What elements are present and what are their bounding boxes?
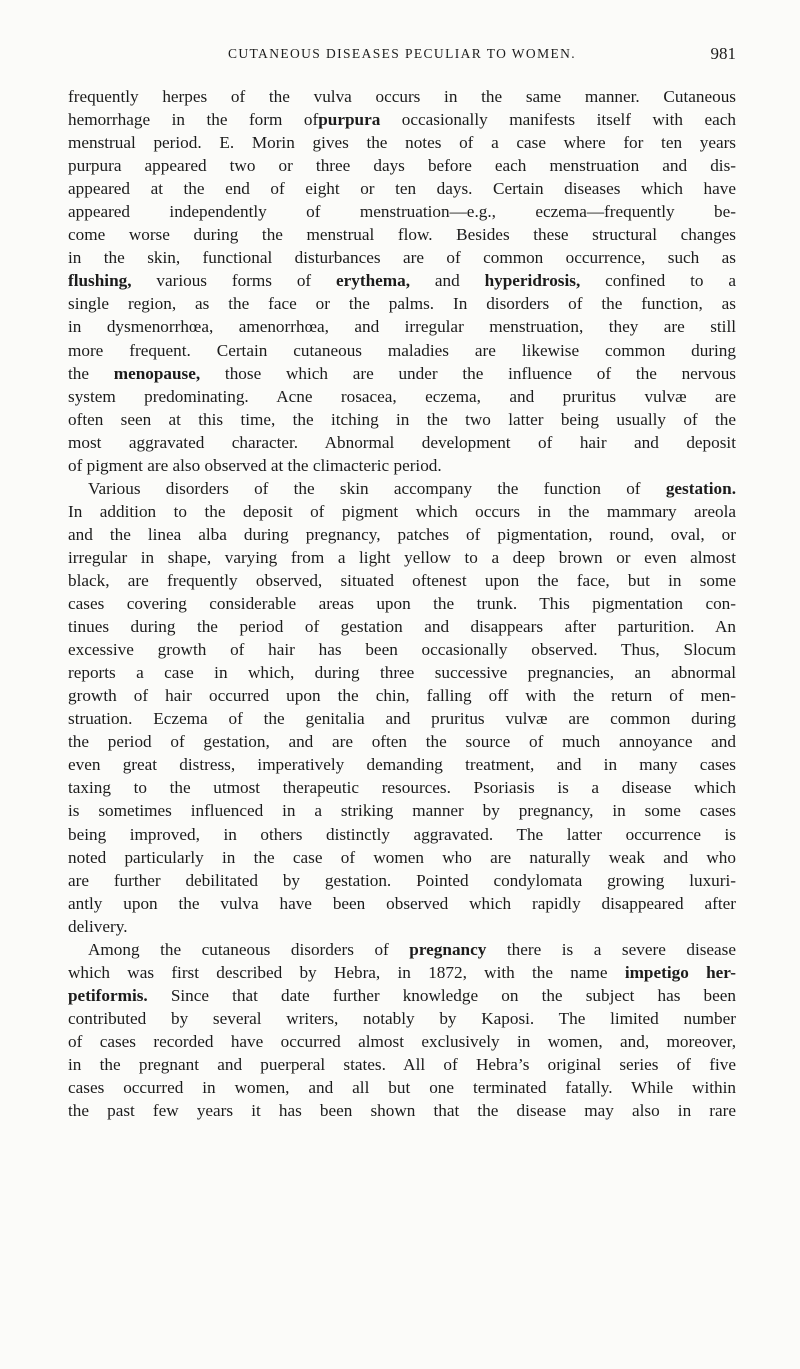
text-line [68, 454, 736, 477]
text-line [68, 938, 736, 961]
text-line [68, 108, 736, 131]
text-run: irregular in shape, varying from a light yellow to a deep brown or even almost [68, 547, 736, 567]
text-line [68, 200, 736, 223]
text-line [68, 1030, 736, 1053]
text-line [68, 753, 736, 776]
text-run: in the skin, functional disturbances are of common occurrence, such as [68, 248, 736, 268]
text-line [68, 408, 736, 431]
text-line [68, 292, 736, 315]
text-line [68, 661, 736, 684]
text-run: delivery. [68, 916, 128, 936]
text-line [68, 523, 736, 546]
text-line [68, 984, 736, 1007]
text-run: reports a case in which, during three successive pregnancies, an abnormal [68, 663, 736, 683]
bold-term: impetigo her- [624, 962, 736, 982]
text-line [68, 915, 736, 938]
bold-term: menopause, [113, 363, 201, 383]
text-run: being improved, in others distinctly aggravated. The latter occurrence is [68, 824, 736, 844]
text-run: struation. Eczema of the genitalia and pruritus vulvæ are common during [68, 709, 736, 729]
text-line [68, 1099, 736, 1122]
text-line [68, 823, 736, 846]
text-line [68, 961, 736, 984]
text-line [68, 776, 736, 799]
text-run: even great distress, imperatively demanding treatment, and in many cases [68, 755, 736, 775]
text-run: are further debilitated by gestation. Pointed condylomata growing luxuri- [68, 870, 736, 890]
bold-term: pregnancy [409, 939, 487, 959]
text-run: occasionally manifests itself with each [380, 110, 736, 130]
text-line [68, 799, 736, 822]
text-run: various forms of [131, 271, 337, 291]
text-run: Among the cutaneous disorders of [88, 939, 410, 959]
text-run: taxing to the utmost therapeutic resources. Psoriasis is a disease which [68, 778, 736, 798]
text-run: is sometimes influenced in a striking manner by pregnancy, in some cases [68, 801, 736, 821]
body-text [68, 85, 736, 1122]
text-line [68, 339, 736, 362]
text-run: growth of hair occurred upon the chin, falling off with the return of men- [68, 686, 736, 706]
text-run: and the linea alba during pregnancy, patches of pigmentation, round, oval, or [68, 524, 736, 544]
text-run: hemorrhage in the form of [68, 110, 319, 130]
text-run: and [410, 271, 485, 291]
text-run: the period of gestation, and are often the source of much annoyance and [68, 732, 736, 752]
text-line [68, 269, 736, 292]
bold-term: gestation. [665, 478, 736, 498]
text-run: in dysmenorrhœa, amenorrhœa, and irregular menstruation, they are still [68, 317, 736, 337]
text-run: black, are frequently observed, situated oftenest upon the face, but in some [68, 570, 736, 590]
bold-term: erythema, [336, 271, 411, 291]
page-header [68, 44, 736, 70]
text-line [68, 154, 736, 177]
text-line [68, 131, 736, 154]
text-line [68, 246, 736, 269]
text-run: Various disorders of the skin accompany the function of [88, 478, 666, 498]
text-run: noted particularly in the case of women who are naturally weak and who [68, 847, 736, 867]
text-run: those which are under the influence of the nervous [200, 363, 736, 383]
text-line [68, 1076, 736, 1099]
text-run: frequently herpes of the vulva occurs in the same manner. Cutaneous [68, 87, 736, 106]
text-line [68, 1053, 736, 1076]
page-number: 981 [710, 44, 736, 63]
bold-term: flushing, [68, 271, 132, 291]
text-run: which was first described by Hebra, in 1872, with the name [68, 962, 625, 982]
text-line [68, 892, 736, 915]
text-line [68, 869, 736, 892]
text-run: come worse during the menstrual flow. Besides these structural changes [68, 225, 736, 245]
text-line [68, 85, 736, 108]
text-line [68, 223, 736, 246]
text-run: appeared independently of menstruation—e.g., eczema—frequently be- [68, 202, 736, 222]
text-run: cases covering considerable areas upon the trunk. This pigmentation con- [68, 594, 736, 614]
text-run: more frequent. Certain cutaneous maladies are likewise common during [68, 340, 736, 360]
text-run: most aggravated character. Abnormal development of hair and deposit [68, 432, 736, 452]
text-run: there is a severe disease [486, 939, 736, 959]
running-title: CUTANEOUS DISEASES PECULIAR TO WOMEN. [227, 46, 577, 61]
text-line [68, 592, 736, 615]
text-run: Since that date further knowledge on the subject has been [147, 985, 736, 1005]
text-line [68, 569, 736, 592]
bold-term: purpura [318, 110, 381, 130]
text-run: antly upon the vulva have been observed which rapidly disappeared after [68, 893, 736, 913]
bold-term: petiformis. [68, 985, 148, 1005]
text-run: cases occurred in women, and all but one terminated fatally. While within [68, 1078, 736, 1098]
text-run: system predominating. Acne rosacea, eczema, and pruritus vulvæ are [68, 386, 736, 406]
text-line [68, 615, 736, 638]
text-run: of pigment are also observed at the climacteric period. [68, 455, 442, 475]
text-line [68, 546, 736, 569]
text-line [68, 707, 736, 730]
text-line [68, 500, 736, 523]
text-line [68, 431, 736, 454]
text-run: purpura appeared two or three days before each menstruation and dis- [68, 156, 736, 176]
text-run: the [68, 363, 114, 383]
text-run: appeared at the end of eight or ten days. Certain diseases which have [68, 179, 736, 199]
text-run: menstrual period. E. Morin gives the notes of a case where for ten years [68, 133, 736, 153]
text-line [68, 362, 736, 385]
text-run: contributed by several writers, notably by Kaposi. The limited number [68, 1008, 736, 1028]
text-run: excessive growth of hair has been occasionally observed. Thus, Slocum [68, 640, 736, 660]
text-run: confined to a [580, 271, 736, 291]
text-run: often seen at this time, the itching in the two latter being usually of the [68, 409, 736, 429]
bold-term: hyperidrosis, [484, 271, 581, 291]
text-line [68, 385, 736, 408]
text-line [68, 477, 736, 500]
text-run: in the pregnant and puerperal states. All of Hebra’s original series of five [68, 1054, 736, 1074]
text-line [68, 846, 736, 869]
text-run: of cases recorded have occurred almost exclusively in women, and, moreover, [68, 1031, 736, 1051]
text-line [68, 315, 736, 338]
text-line [68, 177, 736, 200]
text-line [68, 684, 736, 707]
text-line [68, 638, 736, 661]
text-run: In addition to the deposit of pigment which occurs in the mammary areola [68, 501, 736, 521]
text-line [68, 1007, 736, 1030]
text-run: single region, as the face or the palms. In disorders of the function, as [68, 294, 736, 314]
text-run: tinues during the period of gestation and disappears after parturition. An [68, 617, 736, 637]
text-run: the past few years it has been shown that the disease may also in rare [68, 1101, 736, 1121]
text-line [68, 730, 736, 753]
